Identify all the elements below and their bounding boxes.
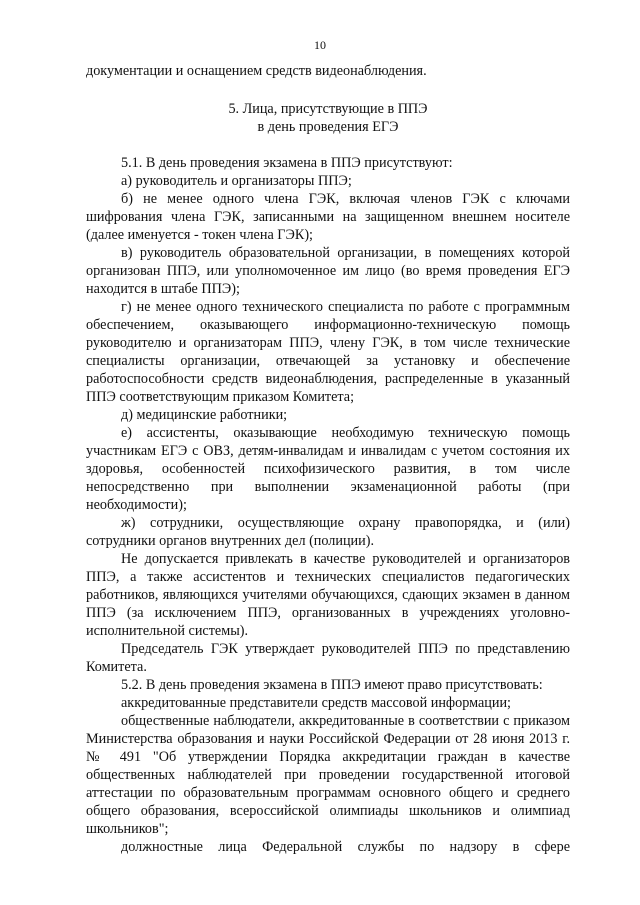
paragraph-chairman: Председатель ГЭК утверждает руководителей ППЭ по представлению Комитета.: [86, 641, 570, 675]
list-item-a: а) руководитель и организаторы ППЭ;: [121, 173, 352, 189]
list-item-zh: ж) сотрудники, осуществляющие охрану правопорядка, и (или) сотрудники органов внутренних дел (полиции).: [86, 515, 570, 549]
list-item-d: д) медицинские работники;: [121, 407, 288, 423]
paragraph-5-2: 5.2. В день проведения экзамена в ППЭ имеют право присутствовать:: [121, 677, 543, 693]
list-item-media: аккредитованные представители средств массовой информации;: [121, 695, 511, 711]
list-item-observers: общественные наблюдатели, аккредитованные в соответствии с приказом Министерства образования и науки Российской Федерации от 28 июня 2013 г. № 491 "Об утверждении Порядка аккредитации граждан в качестве общественных наблюдателей при проведении государственной итоговой аттестации по образовательным программам основного общего и среднего общего образования, всероссийской олимпиады школьников и олимпиад школьников";: [86, 713, 570, 837]
section-heading-line-2: в день проведения ЕГЭ: [257, 119, 399, 135]
document-body: [86, 62, 570, 856]
list-item-e: е) ассистенты, оказывающие необходимую техническую помощь участникам ЕГЭ с ОВЗ, детям-инвалидам и инвалидам с учетом состояния их здоровья, особенностей психофизического развития, в том числе непосредственно при выполнении экзаменационной работы (при необходимости);: [86, 425, 570, 513]
list-item-officials: должностные лица Федеральной службы по надзору в сфере: [121, 839, 570, 855]
paragraph-5-1: 5.1. В день проведения экзамена в ППЭ присутствуют:: [121, 155, 453, 171]
section-heading: [86, 100, 570, 136]
list-item-g: г) не менее одного технического специалиста по работе с программным обеспечением, оказывающего информационно-техническую помощь руководителю и организаторам ППЭ, члену ГЭК, в том числе технические специалисты организации, отвечающей за установку и обеспечение работоспособности средств видеонаблюдения, распределенные в указанный ППЭ соответствующим приказом Комитета;: [86, 299, 570, 405]
list-item-v: в) руководитель образовательной организации, в помещениях которой организован ППЭ, или уполномоченное им лицо (во время проведения ЕГЭ находится в штабе ППЭ);: [86, 245, 570, 297]
page-number: 10: [314, 38, 326, 52]
list-item-b: б) не менее одного члена ГЭК, включая членов ГЭК с ключами шифрования члена ГЭК, записанными на защищенном внешнем носителе (далее именуется - токен члена ГЭК);: [86, 191, 570, 243]
section-heading-line-1: 5. Лица, присутствующие в ППЭ: [228, 101, 428, 117]
text-line: документации и оснащением средств видеонаблюдения.: [86, 63, 427, 79]
paragraph-restriction: Не допускается привлекать в качестве руководителей и организаторов ППЭ, а также ассистентов и технических специалистов педагогических работников, являющихся учителями обучающихся, сдающих экзамен в данном ППЭ (за исключением ППЭ, организованных в учреждениях уголовно-исполнительной системы).: [86, 551, 570, 639]
